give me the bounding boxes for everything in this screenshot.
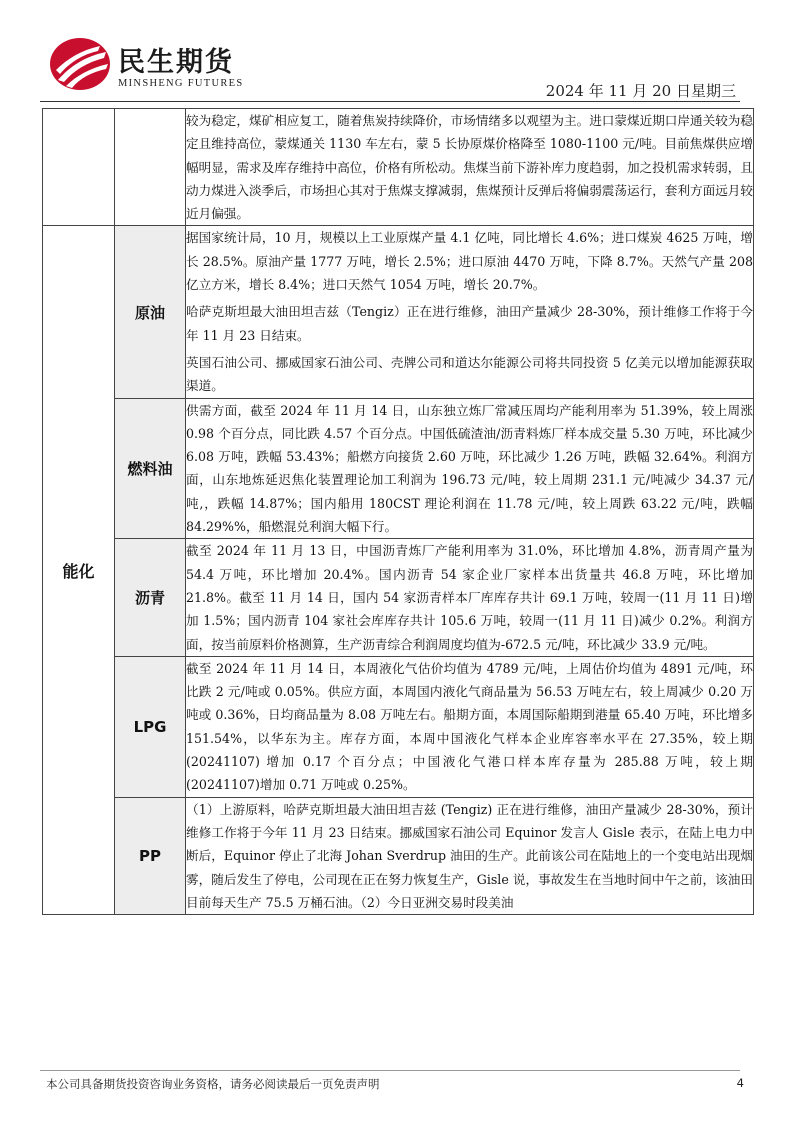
paragraph: 较为稳定，煤矿相应复工，随着焦炭持续降价，市场情绪多以观望为主。进口蒙煤近期口岸通关较为稳定且维持高位，蒙煤通关 1130 车左右，蒙 5 长协原煤价格降至 1080-1100 元/吨。目前焦煤供应增幅明显，需求及库存维持中高位，价格有所松动。焦煤当前下游补库力度趋弱，加之投机需求转弱，且动力煤进入淡季后，市场担心其对于焦煤支撑减弱，焦煤预计反弹后将偏弱震荡运行，套利方面远月较近月偏强。 (186, 113, 753, 222)
table-row (43, 109, 754, 226)
category-label: 能化 (43, 226, 115, 915)
empty-category-cell (43, 109, 115, 226)
fuel-oil-text (186, 398, 754, 539)
paragraph: 供需方面，截至 2024 年 11 月 14 日，山东独立炼厂常减压周均产能利用率为 51.39%，较上周涨 0.98 个百分点，同比跌 4.57 个百分点。中国低硫渣油/沥青料炼厂样本成交量 5.30 万吨，环比减少 6.08 万吨，跌幅 53.43%；船燃方向接货 2.60 万吨，环比减少 1.26 万吨，跌幅 32.64%。利润方面，山东地炼延迟焦化装置理论加工利润为 196.73 元/吨，较上周期 231.1 元/吨减少 34.37 元/吨,，跌幅 14.87%；国内船用 180CST 理论利润在 11.78 元/吨，较上周跌 63.22 元/吨，跌幅 84.29%%，船燃混兑利润大幅下行。 (186, 402, 753, 535)
crude-oil-text (186, 226, 754, 398)
footer-disclaimer: 本公司具备期货投资咨询业务资格，请务必阅读最后一页免责声明 (46, 1077, 380, 1091)
table-row (43, 539, 754, 656)
pp-text (186, 797, 754, 914)
page-number: 4 (736, 1076, 744, 1090)
paragraph: 哈萨克斯坦最大油田坦吉兹（Tengiz）正在进行维修，油田产量减少 28-30%，预计维修工作将于今年 11 月 23 日结束。 (186, 304, 753, 343)
table-row (43, 398, 754, 539)
paragraph: 截至 2024 年 11 月 13 日，中国沥青炼厂产能利用率为 31.0%，环比增加 4.8%，沥青周产量为 54.4 万吨，环比增加 20.4%。国内沥青 54 家企业厂家样本出货量共 46.8 万吨，环比增加 21.8%。截至 11 月 14 日，国内 54 家沥青样本厂库库存共计 69.1 万吨，较周一(11 月 11 日)增加 1.5%；国内沥青 104 家社会库库存共计 105.6 万吨，较周一(11 月 11 日)减少 0.2%。利润方面，按当前原料价格测算，生产沥青综合利润周度均值为-672.5 元/吨，环比减少 33.9 元/吨。 (186, 543, 753, 652)
item-label-fuel-oil: 燃料油 (115, 398, 186, 539)
asphalt-text (186, 539, 754, 656)
minsheng-logo-icon (48, 36, 112, 92)
empty-item-cell (115, 109, 186, 226)
item-label-lpg: LPG (115, 656, 186, 797)
header-divider (40, 101, 740, 102)
paragraph: 截至 2024 年 11 月 14 日，本周液化气估价均值为 4789 元/吨，上周估价均值为 4891 元/吨，环比跌 2 元/吨或 0.05%。供应方面，本周国内液化气商品量为 56.53 万吨左右，较上周减少 0.20 万吨或 0.36%，日均商品量为 8.08 万吨左右。船期方面，本周国际船期到港量 65.40 万吨，环比增多 151.54%，以华东为主。库存方面，本周中国液化气样本企业库容率水平在 27.35%，较上期 (20241107) 增加 0.17 个百分点；中国液化气港口样本库存量为 285.88 万吨，较上期(20241107)增加 0.71 万吨或 0.25%。 (186, 660, 753, 793)
table-row (43, 797, 754, 914)
paragraph: 据国家统计局，10 月，规模以上工业原煤产量 4.1 亿吨，同比增长 4.6%；进口煤炭 4625 万吨，增长 28.5%。原油产量 1777 万吨，增长 2.5%；进口原油 4470 万吨，下降 8.7%。天然气产量 208 亿立方米，增长 8.4%；进口天然气 1054 万吨，增长 20.7%。 (186, 230, 753, 293)
page-header (0, 0, 794, 104)
paragraph: 英国石油公司、挪威国家石油公司、壳牌公司和道达尔能源公司将共同投资 5 亿美元以增加能源获取渠道。 (186, 354, 753, 394)
paragraph: （1）上游原料，哈萨克斯坦最大油田坦吉兹 (Tengiz) 正在进行维修，油田产量减少 28-30%，预计维修工作将于今年 11 月 23 日结束。挪威国家石油公司 Equinor 发言人 Gisle 表示，在陆上电力中断后，Equinor 停止了北海 Johan Sverdrup 油田的生产。此前该公司在陆地上的一个变电站出现烟雾，随后发生了停电，公司现在正在努力恢复生产，Gisle 说，事故发生在当地时间中午之前，该油田目前每天生产 75.5 万桶石油。（2）今日亚洲交易时段美油 (186, 801, 753, 910)
report-date: 2024 年 11 月 20 日星期三 (545, 82, 736, 100)
brand-name-en: MINSHENG FUTURES (118, 78, 244, 89)
table-row (43, 226, 754, 398)
lpg-text (186, 656, 754, 797)
item-label-crude-oil: 原油 (115, 226, 186, 398)
item-label-asphalt: 沥青 (115, 539, 186, 656)
commodity-table (42, 108, 754, 915)
coal-continued-text (186, 109, 754, 226)
footer-divider (40, 1070, 740, 1071)
item-label-pp: PP (115, 797, 186, 914)
table-row (43, 656, 754, 797)
brand-name-cn: 民生期货 (118, 47, 234, 78)
